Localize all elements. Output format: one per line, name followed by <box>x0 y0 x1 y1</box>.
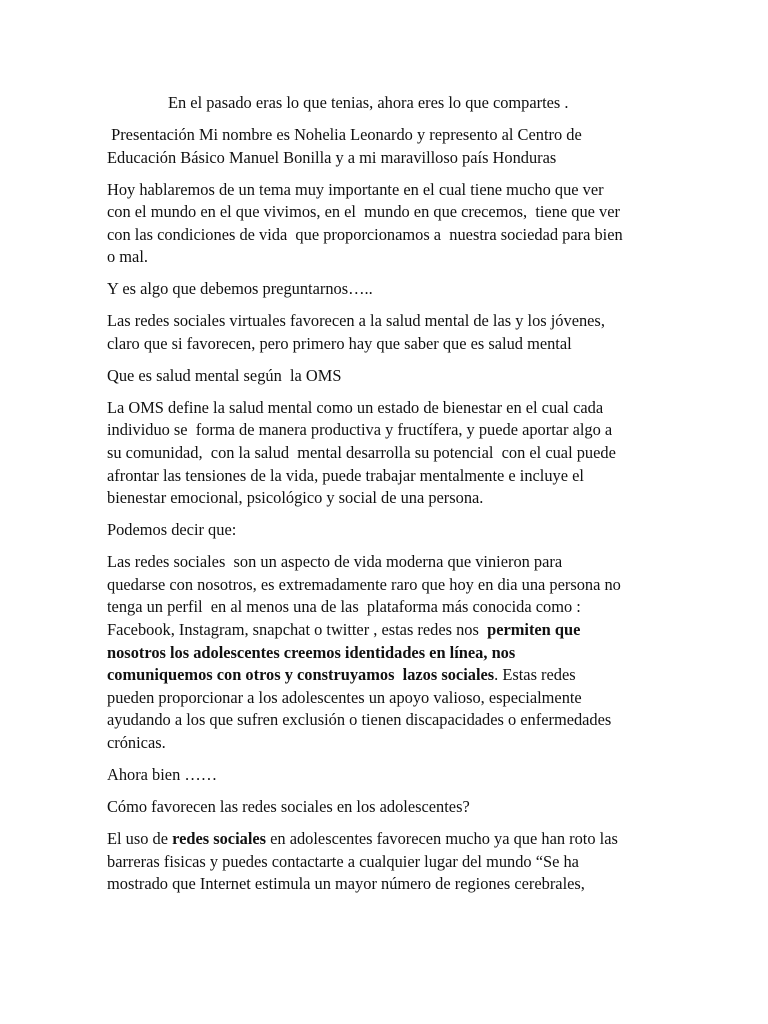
text-run: tenga un perfil en al menos una de las plataforma más conocida como : <box>107 597 581 617</box>
bold-text-run: permiten que <box>487 620 581 639</box>
text-run: pueden proporcionar a los adolescentes un apoyo valioso, especialmente <box>107 687 582 707</box>
text-run: con las condiciones de vida que proporcionamos a nuestra sociedad para bien <box>107 224 623 244</box>
text-run: Las redes sociales virtuales favorecen a la salud mental de las y los jóvenes, <box>107 311 605 331</box>
body-paragraph <box>107 551 667 754</box>
body-paragraph <box>107 365 667 388</box>
text-run: Hoy hablaremos de un tema muy importante en el cual tiene mucho que ver <box>107 179 604 199</box>
text-run: bienestar emocional, psicológico y social de una persona. <box>107 488 484 508</box>
text-run: Facebook, Instagram, snapchat o twitter , estas redes nos <box>107 620 488 639</box>
body-paragraph <box>107 124 667 169</box>
text-run: Presentación Mi nombre es Nohelia Leonardo y represento al Centro de <box>107 124 582 144</box>
text-run: o mal. <box>107 247 148 267</box>
body-paragraph <box>107 519 667 542</box>
text-run: afrontar las tensiones de la vida, puede trabajar mentalmente e incluye el <box>107 465 584 485</box>
bold-text-run: nosotros los adolescentes creemos identidades en línea, nos <box>107 642 516 662</box>
text-run: en adolescentes favorecen mucho ya que han roto las <box>266 828 618 848</box>
body-paragraph <box>107 764 667 787</box>
text-run: barreras fisicas y puedes contactarte a cualquier lugar del mundo “Se ha <box>107 851 579 871</box>
text-run: quedarse con nosotros, es extremadamente raro que hoy en dia una persona no <box>107 574 621 594</box>
text-run: Educación Básico Manuel Bonilla y a mi maravilloso país Honduras <box>107 147 557 167</box>
text-run: Que es salud mental según la OMS <box>107 365 342 385</box>
text-run: mostrado que Internet estimula un mayor número de regiones cerebrales, <box>107 874 585 894</box>
text-run: individuo se forma de manera productiva y fructífera, y puede aportar algo a <box>107 420 613 440</box>
text-run: Las redes sociales son un aspecto de vida moderna que vinieron para <box>107 552 563 572</box>
text-run: El uso de <box>107 828 173 848</box>
text-run: La OMS define la salud mental como un estado de bienestar en el cual cada <box>107 397 604 417</box>
body-paragraph <box>107 179 667 269</box>
text-run: claro que si favorecen, pero primero hay que saber que es salud mental <box>107 333 572 353</box>
text-run: crónicas. <box>107 732 166 752</box>
text-run: Cómo favorecen las redes sociales en los adolescentes? <box>107 796 470 816</box>
bold-text-run: comuniquemos con otros y construyamos lazos sociales <box>107 665 495 685</box>
text-run: Y es algo que debemos preguntarnos….. <box>107 279 373 299</box>
body-paragraph <box>107 278 667 301</box>
text-run: su comunidad, con la salud mental desarrolla su potencial con el cual puede <box>107 443 616 463</box>
document-body <box>107 92 667 905</box>
body-paragraph <box>107 397 667 510</box>
text-run: Ahora bien …… <box>107 764 218 784</box>
body-paragraph <box>107 796 667 819</box>
epigraph: En el pasado eras lo que tenias, ahora eres lo que compartes . <box>168 93 569 112</box>
body-paragraph <box>107 310 667 355</box>
text-run: ayudando a los que sufren exclusión o tienen discapacidades o enfermedades <box>107 710 612 730</box>
body-paragraph <box>107 828 667 896</box>
text-run: Podemos decir que: <box>107 520 237 540</box>
text-run: . Estas redes <box>494 665 576 685</box>
text-run: con el mundo en el que vivimos, en el mundo en que crecemos, tiene que ver <box>107 202 620 222</box>
bold-text-run: redes sociales <box>172 828 267 848</box>
